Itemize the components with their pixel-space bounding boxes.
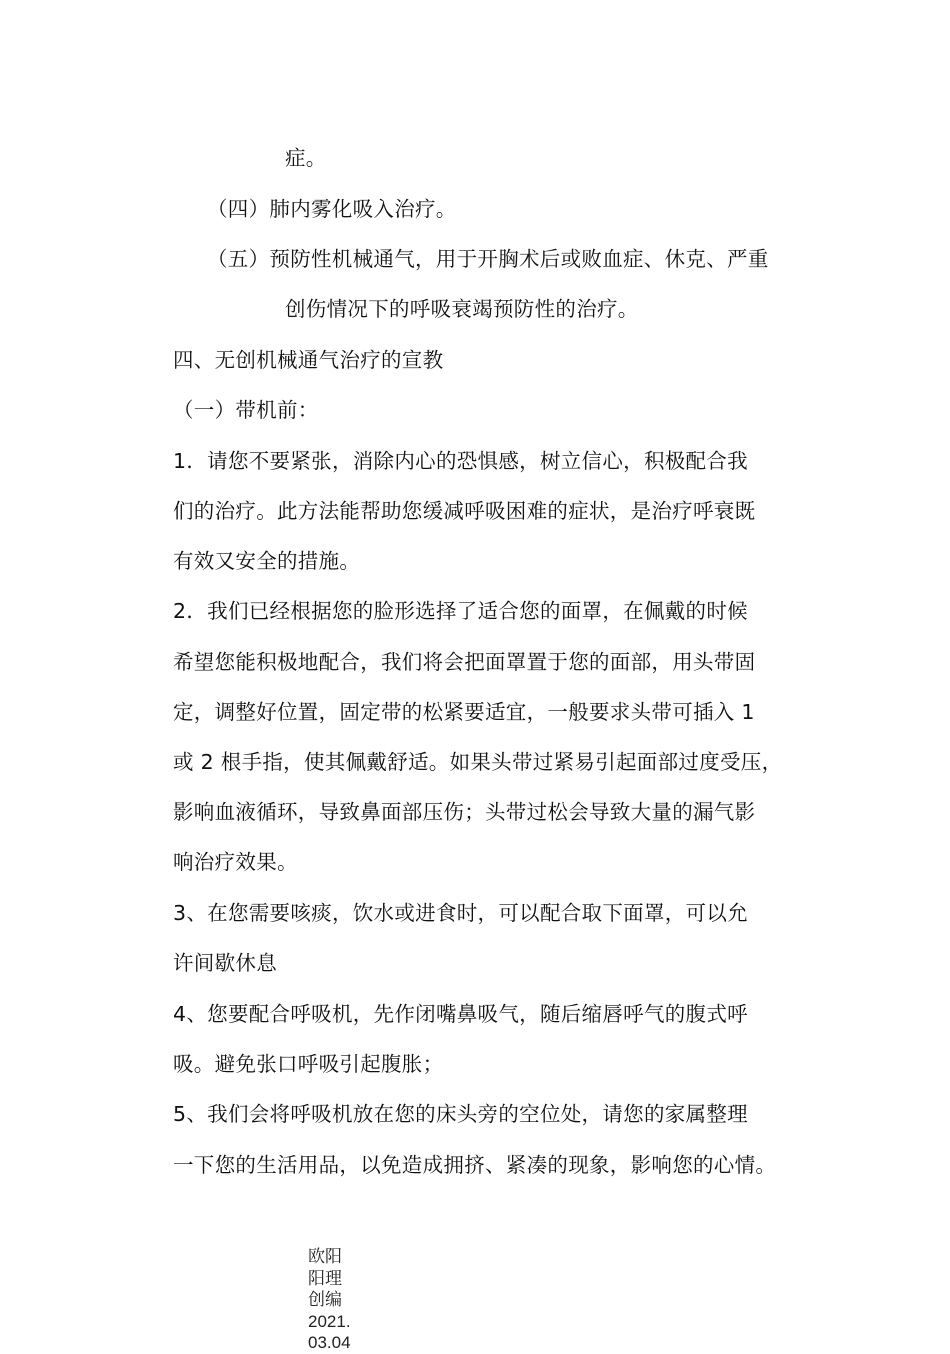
text-line: 吸。避免张口呼吸引起腹胀； xyxy=(173,1052,444,1076)
author-footer xyxy=(308,1246,356,1354)
text-line: 5、我们会将呼吸机放在您的床头旁的空位处，请您的家属整理 xyxy=(173,1102,748,1126)
text-line: 2．我们已经根据您的脸形选择了适合您的面罩，在佩戴的时候 xyxy=(173,599,748,623)
text-line: 希望您能积极地配合，我们将会把面罩置于您的面部，用头带固 xyxy=(173,650,756,674)
text-line: 3、在您需要咳痰，饮水或进食时，可以配合取下面罩，可以允 xyxy=(173,901,748,925)
text-line: 们的治疗。此方法能帮助您缓减呼吸困难的症状，是治疗呼衰既 xyxy=(173,499,756,523)
text-line: （四）肺内雾化吸入治疗。 xyxy=(207,197,457,221)
section-heading: 四、无创机械通气治疗的宣教 xyxy=(173,348,444,372)
text-line: 定，调整好位置，固定带的松紧要适宜，一般要求头带可插入 1 xyxy=(173,700,755,724)
footer-line: 欧阳 xyxy=(308,1247,342,1266)
footer-line: 2021. xyxy=(308,1311,351,1331)
subsection-heading: （一）带机前： xyxy=(173,398,319,422)
text-line: 1．请您不要紧张，消除内心的恐惧感，树立信心，积极配合我 xyxy=(173,449,748,473)
footer-line: 03.04 xyxy=(308,1333,351,1352)
text-line: 4、您要配合呼吸机，先作闭嘴鼻吸气，随后缩唇呼气的腹式呼 xyxy=(173,1002,748,1026)
text-line: （五）预防性机械通气，用于开胸术后或败血症、休克、严重 xyxy=(207,247,769,271)
text-line: 一下您的生活用品，以免造成拥挤、紧凑的现象，影响您的心情。 xyxy=(173,1153,777,1177)
text-line: 许间歇休息 xyxy=(173,951,277,975)
text-line: 影响血液循环，导致鼻面部压伤；头带过松会导致大量的漏气影 xyxy=(173,800,756,824)
text-line: 症。 xyxy=(285,146,327,170)
text-line: 有效又安全的措施。 xyxy=(173,549,361,573)
text-line: 创伤情况下的呼吸衰竭预防性的治疗。 xyxy=(285,297,639,321)
text-line: 或 2 根手指，使其佩戴舒适。如果头带过紧易引起面部过度受压， xyxy=(173,750,783,774)
text-line: 响治疗效果。 xyxy=(173,850,298,874)
footer-line: 创编 xyxy=(308,1290,342,1309)
footer-line: 阳理 xyxy=(308,1268,342,1288)
